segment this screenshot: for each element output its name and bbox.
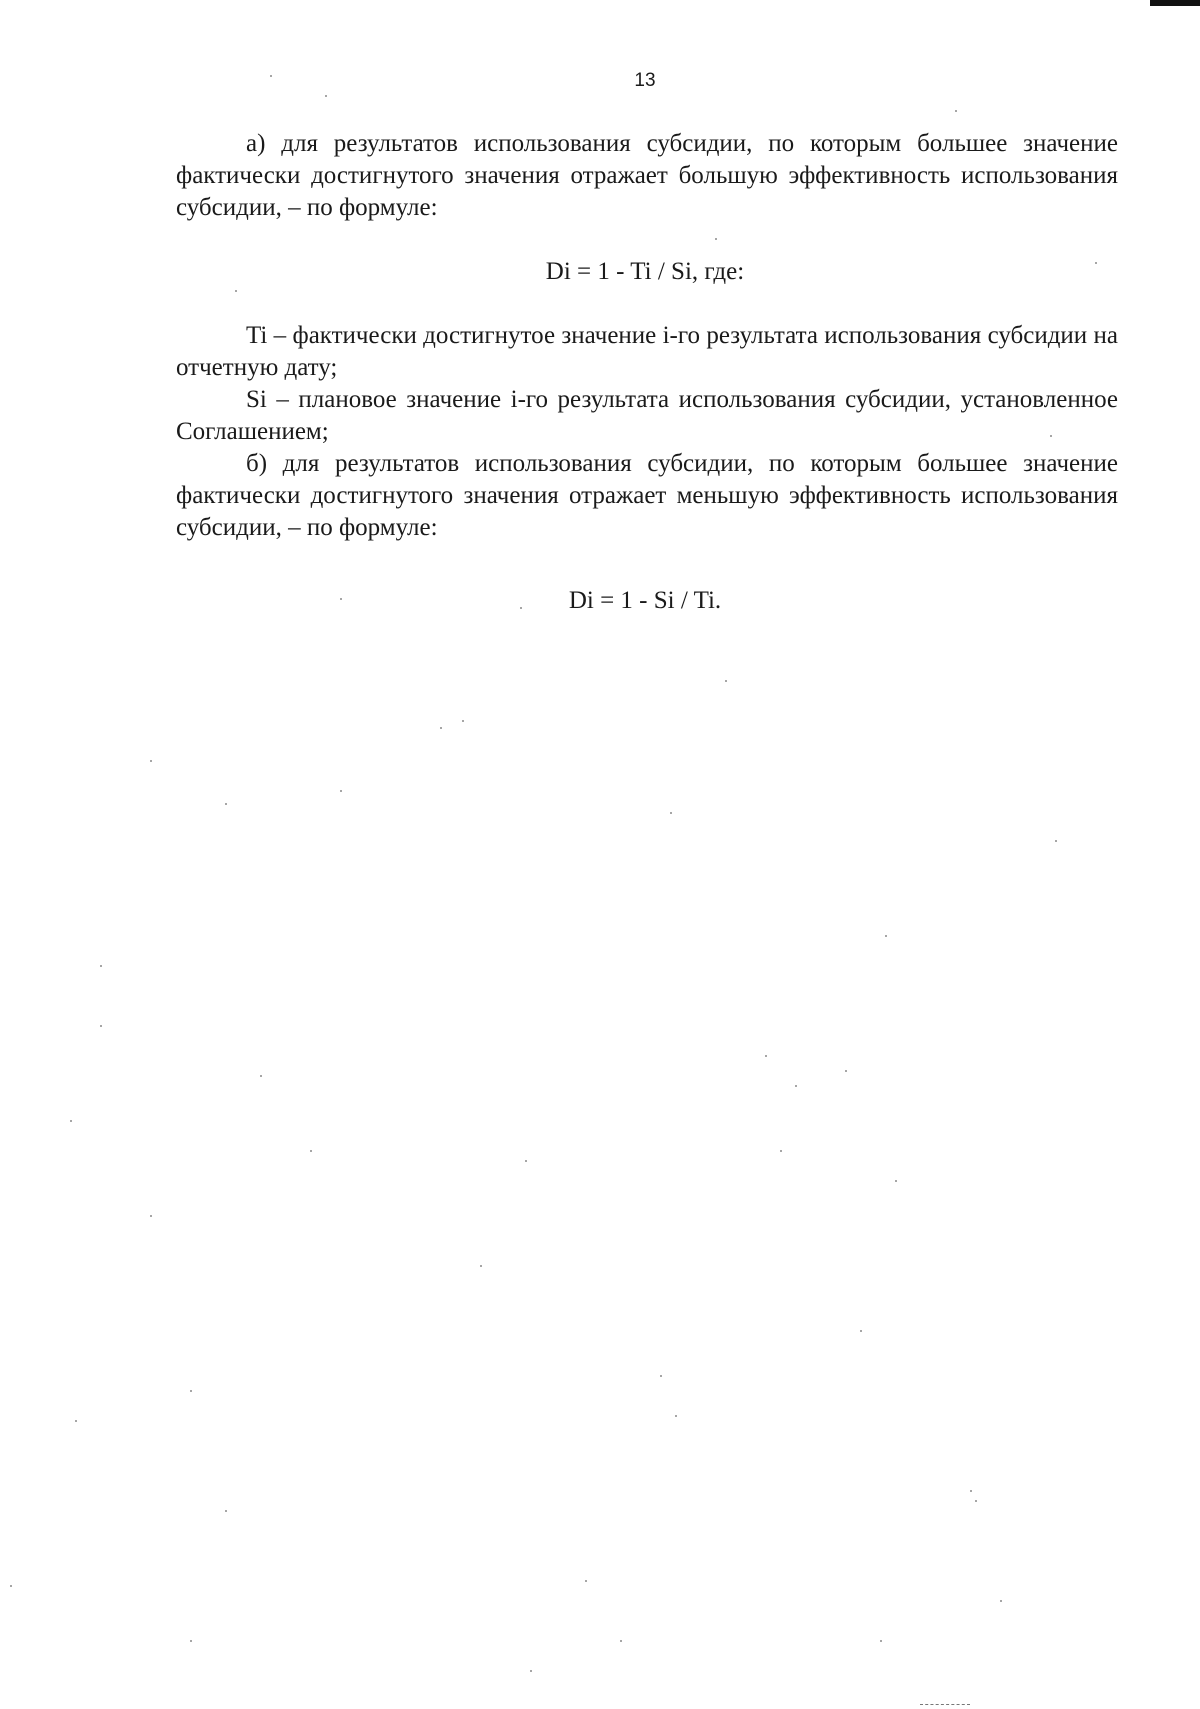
paragraph-a: а) для результатов использования субсидии, по которым большее значение фактически достигнутого значения отражает большую эффективность использования субсидии, – по формуле:	[176, 130, 1118, 221]
paragraph-b: б) для результатов использования субсидии, по которым большее значение фактически достигнутого значения отражает меньшую эффективность использования субсидии, – по формуле:	[176, 450, 1118, 541]
formula-2: Di = 1 - Si / Ti.	[568, 587, 722, 614]
scan-corner-mark	[1150, 0, 1200, 6]
definition-ti: Ti – фактически достигнутое значение i-го результата использования субсидии на отчетную дату;	[176, 322, 1118, 381]
formula-1: Di = 1 - Ti / Si, где:	[545, 258, 745, 285]
definition-si: Si – плановое значение i-го результата использования субсидии, установленное Соглашением;	[176, 386, 1118, 445]
paragraph-a-block	[176, 128, 1118, 224]
scan-bottom-mark	[920, 1704, 970, 1706]
definitions-block	[176, 320, 1118, 544]
page-number: 13	[634, 70, 656, 91]
